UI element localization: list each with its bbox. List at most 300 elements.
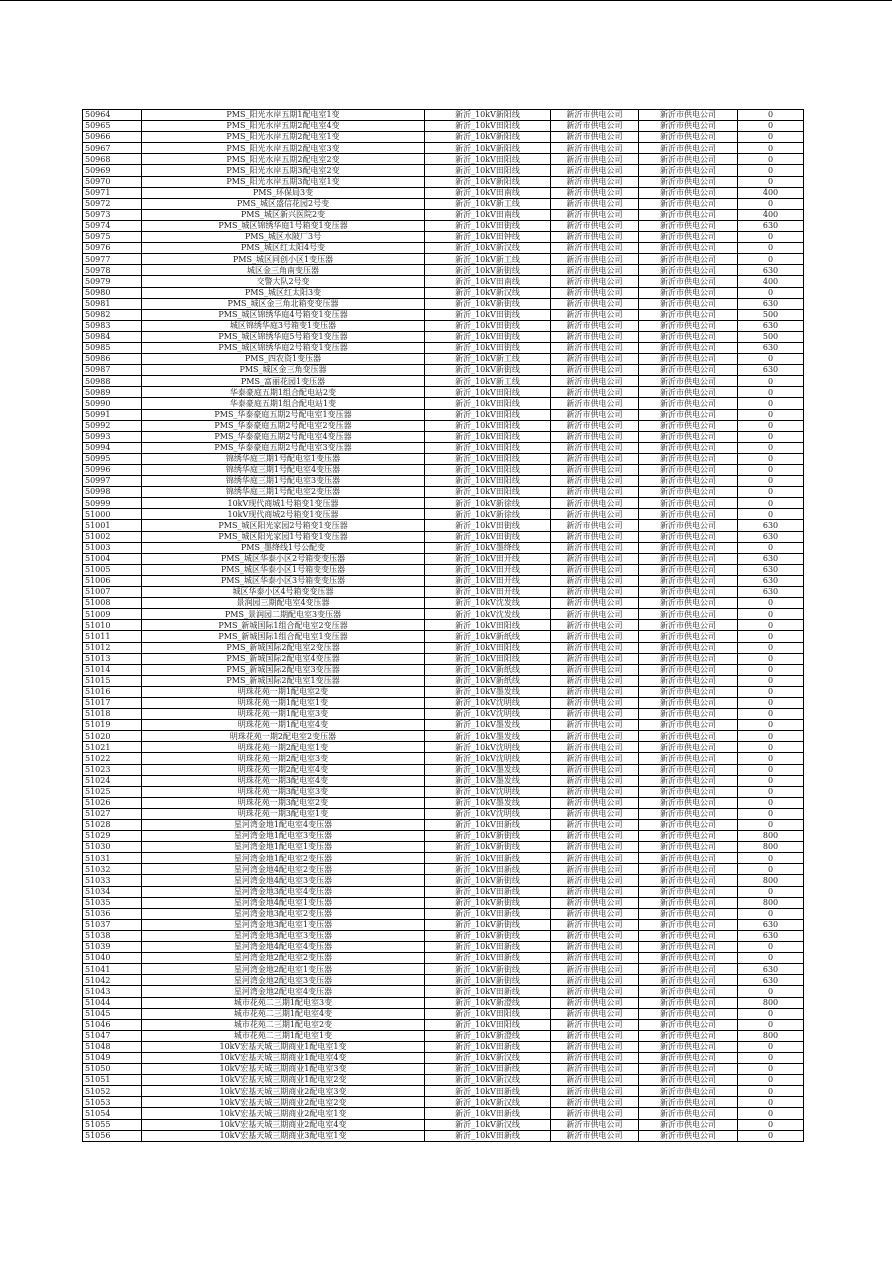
transformer-name-cell: PMS_新城国际1组合配电室2变压器 (142, 620, 425, 631)
capacity-cell: 800 (738, 875, 804, 886)
capacity-cell: 0 (738, 697, 804, 708)
feeder-line-cell: 新沂_10kV田阳线 (425, 453, 551, 464)
capacity-cell: 630 (738, 575, 804, 586)
record-id-cell: 51026 (83, 797, 142, 808)
transformer-name-cell: PMS_阳光水岸五期3配电室1变 (142, 176, 425, 187)
capacity-cell: 0 (738, 908, 804, 919)
supply-company-cell: 新沂市供电公司 (639, 1064, 738, 1075)
supply-company-cell: 新沂市供电公司 (639, 187, 738, 198)
supply-company-cell: 新沂市供电公司 (639, 420, 738, 431)
capacity-cell: 0 (738, 387, 804, 398)
feeder-line-cell: 新沂_10kV田阳线 (425, 409, 551, 420)
table-row (83, 309, 804, 320)
record-id-cell: 50984 (83, 331, 142, 342)
transformer-name-cell: PMS_阳光水岸五期1配电室1变 (142, 110, 425, 121)
feeder-line-cell: 新沂_10kV田新线 (425, 820, 551, 831)
capacity-cell: 630 (738, 298, 804, 309)
capacity-cell: 630 (738, 342, 804, 353)
transformer-name-cell: 10kV宏基天城三期商业2配电室3变 (142, 1086, 425, 1097)
transformer-name-cell: 城市花苑二三期1配电室4变 (142, 1008, 425, 1019)
capacity-cell: 400 (738, 209, 804, 220)
company-cell: 新沂市供电公司 (551, 1030, 639, 1041)
supply-company-cell: 新沂市供电公司 (639, 209, 738, 220)
transformer-table-container (82, 109, 804, 1142)
transformer-name-cell: PMS_城区锦绣华庭2号箱变1变压器 (142, 342, 425, 353)
record-id-cell: 50975 (83, 232, 142, 243)
capacity-cell: 0 (738, 675, 804, 686)
transformer-name-cell: 明珠花苑一期3配电室3变 (142, 786, 425, 797)
table-row (83, 342, 804, 353)
table-row (83, 320, 804, 331)
transformer-name-cell: PMS_华泰豪庭五期2号配电室2变压器 (142, 420, 425, 431)
transformer-name-cell: PMS_城区同创小区1变压器 (142, 254, 425, 265)
capacity-cell: 630 (738, 975, 804, 986)
company-cell: 新沂市供电公司 (551, 1019, 639, 1030)
transformer-name-cell: 锦绣华庭三期1号配电室2变压器 (142, 487, 425, 498)
transformer-name-cell: PMS_阳光水岸五期2配电室1变 (142, 132, 425, 143)
company-cell: 新沂市供电公司 (551, 820, 639, 831)
supply-company-cell: 新沂市供电公司 (639, 609, 738, 620)
table-row (83, 975, 804, 986)
supply-company-cell: 新沂市供电公司 (639, 254, 738, 265)
record-id-cell: 51042 (83, 975, 142, 986)
record-id-cell: 50989 (83, 387, 142, 398)
record-id-cell: 50967 (83, 143, 142, 154)
supply-company-cell: 新沂市供电公司 (639, 897, 738, 908)
capacity-cell: 800 (738, 842, 804, 853)
table-row (83, 753, 804, 764)
table-row (83, 176, 804, 187)
record-id-cell: 50991 (83, 409, 142, 420)
feeder-line-cell: 新沂_10kV新工线 (425, 198, 551, 209)
feeder-line-cell: 新沂_10kV田南线 (425, 276, 551, 287)
transformer-name-cell: 10kV现代商城1号箱变1变压器 (142, 498, 425, 509)
transformer-name-cell: 10kV宏基天城三期商业2配电室4变 (142, 1119, 425, 1130)
capacity-cell: 400 (738, 187, 804, 198)
capacity-cell: 630 (738, 964, 804, 975)
supply-company-cell: 新沂市供电公司 (639, 675, 738, 686)
feeder-line-cell: 新沂_10kV田街线 (425, 220, 551, 231)
table-row (83, 542, 804, 553)
company-cell: 新沂市供电公司 (551, 553, 639, 564)
supply-company-cell: 新沂市供电公司 (639, 575, 738, 586)
transformer-name-cell: 明珠花苑一期1配电室4变 (142, 720, 425, 731)
transformer-name-cell: 明珠花苑一期2配电室1变 (142, 742, 425, 753)
table-row (83, 287, 804, 298)
feeder-line-cell: 新沂_10kV田新线 (425, 1108, 551, 1119)
transformer-name-cell: PMS_富丽花园1变压器 (142, 376, 425, 387)
table-row (83, 709, 804, 720)
feeder-line-cell: 新沂_10kV新汉线 (425, 243, 551, 254)
company-cell: 新沂市供电公司 (551, 1108, 639, 1119)
table-row (83, 764, 804, 775)
record-id-cell: 51053 (83, 1097, 142, 1108)
company-cell: 新沂市供电公司 (551, 154, 639, 165)
table-row (83, 697, 804, 708)
transformer-name-cell: 华泰豪庭五期1组合配电站1变 (142, 398, 425, 409)
company-cell: 新沂市供电公司 (551, 254, 639, 265)
company-cell: 新沂市供电公司 (551, 797, 639, 808)
supply-company-cell: 新沂市供电公司 (639, 154, 738, 165)
table-row (83, 953, 804, 964)
supply-company-cell: 新沂市供电公司 (639, 309, 738, 320)
transformer-name-cell: 华泰豪庭五期1组合配电站2变 (142, 387, 425, 398)
supply-company-cell: 新沂市供电公司 (639, 1086, 738, 1097)
company-cell: 新沂市供电公司 (551, 342, 639, 353)
supply-company-cell: 新沂市供电公司 (639, 331, 738, 342)
transformer-name-cell: PMS_城区红太阳3变 (142, 287, 425, 298)
record-id-cell: 51020 (83, 731, 142, 742)
company-cell: 新沂市供电公司 (551, 886, 639, 897)
feeder-line-cell: 新沂_10kV墨发线 (425, 720, 551, 731)
capacity-cell: 800 (738, 997, 804, 1008)
company-cell: 新沂市供电公司 (551, 942, 639, 953)
transformer-name-cell: 星河湾金地1配电室1变压器 (142, 842, 425, 853)
feeder-line-cell: 新沂_10kV沈发线 (425, 598, 551, 609)
table-row (83, 531, 804, 542)
capacity-cell: 0 (738, 864, 804, 875)
supply-company-cell: 新沂市供电公司 (639, 476, 738, 487)
supply-company-cell: 新沂市供电公司 (639, 564, 738, 575)
feeder-line-cell: 新沂_10kV田新线 (425, 1086, 551, 1097)
table-row (83, 808, 804, 819)
transformer-name-cell: PMS_城区锦绣华庭4号箱变1变压器 (142, 309, 425, 320)
feeder-line-cell: 新沂_10kV田阳线 (425, 487, 551, 498)
feeder-line-cell: 新沂_10kV新街线 (425, 875, 551, 886)
table-row (83, 1052, 804, 1063)
transformer-name-cell: PMS_阳光水岸五期3配电室2变 (142, 165, 425, 176)
company-cell: 新沂市供电公司 (551, 376, 639, 387)
transformer-name-cell: PMS_城区金三角变压器 (142, 365, 425, 376)
capacity-cell: 0 (738, 487, 804, 498)
company-cell: 新沂市供电公司 (551, 897, 639, 908)
supply-company-cell: 新沂市供电公司 (639, 986, 738, 997)
capacity-cell: 0 (738, 686, 804, 697)
company-cell: 新沂市供电公司 (551, 498, 639, 509)
capacity-cell: 0 (738, 232, 804, 243)
table-row (83, 775, 804, 786)
feeder-line-cell: 新沂_10kV新徐线 (425, 498, 551, 509)
capacity-cell: 0 (738, 620, 804, 631)
capacity-cell: 0 (738, 465, 804, 476)
transformer-name-cell: PMS_环保局3变 (142, 187, 425, 198)
capacity-cell: 0 (738, 121, 804, 132)
supply-company-cell: 新沂市供电公司 (639, 276, 738, 287)
supply-company-cell: 新沂市供电公司 (639, 287, 738, 298)
record-id-cell: 51047 (83, 1030, 142, 1041)
capacity-cell: 630 (738, 930, 804, 941)
supply-company-cell: 新沂市供电公司 (639, 1108, 738, 1119)
table-row (83, 243, 804, 254)
record-id-cell: 51046 (83, 1019, 142, 1030)
record-id-cell: 51001 (83, 520, 142, 531)
table-row (83, 675, 804, 686)
feeder-line-cell: 新沂_10kV田阳线 (425, 620, 551, 631)
record-id-cell: 51025 (83, 786, 142, 797)
capacity-cell: 0 (738, 720, 804, 731)
company-cell: 新沂市供电公司 (551, 664, 639, 675)
transformer-name-cell: PMS_华泰豪庭五期2号配电室4变压器 (142, 431, 425, 442)
table-row (83, 465, 804, 476)
feeder-line-cell: 新沂_10kV新街线 (425, 975, 551, 986)
capacity-cell: 0 (738, 1064, 804, 1075)
table-row (83, 354, 804, 365)
supply-company-cell: 新沂市供电公司 (639, 1008, 738, 1019)
feeder-line-cell: 新沂_10kV田街线 (425, 331, 551, 342)
record-id-cell: 51029 (83, 831, 142, 842)
record-id-cell: 50970 (83, 176, 142, 187)
supply-company-cell: 新沂市供电公司 (639, 121, 738, 132)
transformer-name-cell: 星河湾金地3配电室4变压器 (142, 886, 425, 897)
supply-company-cell: 新沂市供电公司 (639, 764, 738, 775)
company-cell: 新沂市供电公司 (551, 232, 639, 243)
table-row (83, 365, 804, 376)
record-id-cell: 50988 (83, 376, 142, 387)
transformer-name-cell: 城区金三角南变压器 (142, 265, 425, 276)
supply-company-cell: 新沂市供电公司 (639, 1052, 738, 1063)
supply-company-cell: 新沂市供电公司 (639, 198, 738, 209)
feeder-line-cell: 新沂_10kV新街线 (425, 298, 551, 309)
company-cell: 新沂市供电公司 (551, 598, 639, 609)
table-row (83, 154, 804, 165)
capacity-cell: 0 (738, 731, 804, 742)
table-row (83, 897, 804, 908)
table-row (83, 587, 804, 598)
record-id-cell: 51021 (83, 742, 142, 753)
supply-company-cell: 新沂市供电公司 (639, 864, 738, 875)
record-id-cell: 50977 (83, 254, 142, 265)
transformer-name-cell: 锦绣华庭三期1号配电室4变压器 (142, 465, 425, 476)
record-id-cell: 50966 (83, 132, 142, 143)
transformer-name-cell: 交警大队2号变 (142, 276, 425, 287)
supply-company-cell: 新沂市供电公司 (639, 320, 738, 331)
record-id-cell: 50996 (83, 465, 142, 476)
supply-company-cell: 新沂市供电公司 (639, 354, 738, 365)
table-row (83, 831, 804, 842)
capacity-cell: 0 (738, 431, 804, 442)
capacity-cell: 0 (738, 820, 804, 831)
capacity-cell: 0 (738, 1130, 804, 1141)
company-cell: 新沂市供电公司 (551, 1130, 639, 1141)
transformer-name-cell: PMS_新城国际2配电室2变压器 (142, 642, 425, 653)
supply-company-cell: 新沂市供电公司 (639, 220, 738, 231)
record-id-cell: 51048 (83, 1041, 142, 1052)
table-row (83, 575, 804, 586)
record-id-cell: 50965 (83, 121, 142, 132)
company-cell: 新沂市供电公司 (551, 675, 639, 686)
transformer-name-cell: 星河湾金地2配电室2变压器 (142, 953, 425, 964)
feeder-line-cell: 新沂_10kV墨绛线 (425, 542, 551, 553)
record-id-cell: 50993 (83, 431, 142, 442)
transformer-name-cell: 明珠花苑一期1配电室3变 (142, 709, 425, 720)
company-cell: 新沂市供电公司 (551, 198, 639, 209)
record-id-cell: 51054 (83, 1108, 142, 1119)
transformer-name-cell: PMS_阳光水岸五期2配电室2变 (142, 154, 425, 165)
record-id-cell: 50998 (83, 487, 142, 498)
record-id-cell: 51012 (83, 642, 142, 653)
supply-company-cell: 新沂市供电公司 (639, 886, 738, 897)
feeder-line-cell: 新沂_10kV田新线 (425, 853, 551, 864)
transformer-name-cell: 锦绣华庭三期1号配电室3变压器 (142, 476, 425, 487)
feeder-line-cell: 新沂_10kV新街线 (425, 831, 551, 842)
table-row (83, 1130, 804, 1141)
feeder-line-cell: 新沂_10kV沈明线 (425, 753, 551, 764)
company-cell: 新沂市供电公司 (551, 431, 639, 442)
record-id-cell: 51035 (83, 897, 142, 908)
feeder-line-cell: 新沂_10kV田新线 (425, 942, 551, 953)
transformer-name-cell: 城市花苑二三期1配电室1变 (142, 1030, 425, 1041)
record-id-cell: 50964 (83, 110, 142, 121)
record-id-cell: 50968 (83, 154, 142, 165)
transformer-name-cell: PMS_城区锦绣华庭5号箱变1变压器 (142, 331, 425, 342)
table-row (83, 198, 804, 209)
feeder-line-cell: 新沂_10kV田新线 (425, 886, 551, 897)
feeder-line-cell: 新沂_10kV墨发线 (425, 797, 551, 808)
supply-company-cell: 新沂市供电公司 (639, 1075, 738, 1086)
feeder-line-cell: 新沂_10kV新汉线 (425, 1052, 551, 1063)
transformer-name-cell: PMS_阳光水岸五期2配电室3变 (142, 143, 425, 154)
company-cell: 新沂市供电公司 (551, 331, 639, 342)
supply-company-cell: 新沂市供电公司 (639, 775, 738, 786)
feeder-line-cell: 新沂_10kV田阳线 (425, 642, 551, 653)
supply-company-cell: 新沂市供电公司 (639, 110, 738, 121)
transformer-name-cell: PMS_城区华泰小区2号箱变变压器 (142, 553, 425, 564)
supply-company-cell: 新沂市供电公司 (639, 232, 738, 243)
table-row (83, 820, 804, 831)
supply-company-cell: 新沂市供电公司 (639, 587, 738, 598)
company-cell: 新沂市供电公司 (551, 243, 639, 254)
feeder-line-cell: 新沂_10kV新街线 (425, 897, 551, 908)
capacity-cell: 0 (738, 254, 804, 265)
table-row (83, 1008, 804, 1019)
transformer-name-cell: 10kV宏基天城三期商业1配电室2变 (142, 1075, 425, 1086)
record-id-cell: 50995 (83, 453, 142, 464)
company-cell: 新沂市供电公司 (551, 831, 639, 842)
transformer-name-cell: 明珠花苑一期1配电室2变 (142, 686, 425, 697)
record-id-cell: 51039 (83, 942, 142, 953)
company-cell: 新沂市供电公司 (551, 908, 639, 919)
supply-company-cell: 新沂市供电公司 (639, 1130, 738, 1141)
capacity-cell: 0 (738, 1086, 804, 1097)
record-id-cell: 51002 (83, 531, 142, 542)
supply-company-cell: 新沂市供电公司 (639, 542, 738, 553)
table-row (83, 786, 804, 797)
company-cell: 新沂市供电公司 (551, 1041, 639, 1052)
transformer-name-cell: 星河湾金地4配电室2变压器 (142, 864, 425, 875)
supply-company-cell: 新沂市供电公司 (639, 409, 738, 420)
transformer-name-cell: 锦绣华庭三期1号配电室1变压器 (142, 453, 425, 464)
supply-company-cell: 新沂市供电公司 (639, 465, 738, 476)
table-row (83, 653, 804, 664)
company-cell: 新沂市供电公司 (551, 631, 639, 642)
capacity-cell: 0 (738, 398, 804, 409)
company-cell: 新沂市供电公司 (551, 398, 639, 409)
supply-company-cell: 新沂市供电公司 (639, 365, 738, 376)
supply-company-cell: 新沂市供电公司 (639, 143, 738, 154)
supply-company-cell: 新沂市供电公司 (639, 953, 738, 964)
supply-company-cell: 新沂市供电公司 (639, 598, 738, 609)
feeder-line-cell: 新沂_10kV新街线 (425, 365, 551, 376)
table-row (83, 143, 804, 154)
feeder-line-cell: 新沂_10kV田阳线 (425, 420, 551, 431)
company-cell: 新沂市供电公司 (551, 1086, 639, 1097)
transformer-name-cell: 星河湾金地3配电室2变压器 (142, 908, 425, 919)
capacity-cell: 0 (738, 287, 804, 298)
transformer-name-cell: 星河湾金地4配电室3变压器 (142, 875, 425, 886)
supply-company-cell: 新沂市供电公司 (639, 520, 738, 531)
company-cell: 新沂市供电公司 (551, 442, 639, 453)
supply-company-cell: 新沂市供电公司 (639, 642, 738, 653)
company-cell: 新沂市供电公司 (551, 365, 639, 376)
feeder-line-cell: 新沂_10kV田阳线 (425, 442, 551, 453)
feeder-line-cell: 新沂_10kV新阳线 (425, 132, 551, 143)
company-cell: 新沂市供电公司 (551, 287, 639, 298)
company-cell: 新沂市供电公司 (551, 1064, 639, 1075)
record-id-cell: 51055 (83, 1119, 142, 1130)
supply-company-cell: 新沂市供电公司 (639, 176, 738, 187)
transformer-table (82, 109, 804, 1142)
table-row (83, 986, 804, 997)
table-row (83, 642, 804, 653)
table-row (83, 420, 804, 431)
transformer-name-cell: PMS_华泰豪庭五期2号配电室3变压器 (142, 442, 425, 453)
company-cell: 新沂市供电公司 (551, 1119, 639, 1130)
record-id-cell: 51010 (83, 620, 142, 631)
feeder-line-cell: 新沂_10kV田街线 (425, 520, 551, 531)
capacity-cell: 630 (738, 531, 804, 542)
transformer-name-cell: PMS_城区金三角北箱变变压器 (142, 298, 425, 309)
feeder-line-cell: 新沂_10kV新工线 (425, 354, 551, 365)
feeder-line-cell: 新沂_10kV田新线 (425, 986, 551, 997)
company-cell: 新沂市供电公司 (551, 853, 639, 864)
feeder-line-cell: 新沂_10kV田新线 (425, 1041, 551, 1052)
feeder-line-cell: 新沂_10kV田阳线 (425, 1008, 551, 1019)
record-id-cell: 50969 (83, 165, 142, 176)
supply-company-cell: 新沂市供电公司 (639, 342, 738, 353)
capacity-cell: 0 (738, 808, 804, 819)
company-cell: 新沂市供电公司 (551, 420, 639, 431)
transformer-name-cell: 10kV宏基天城三期商业2配电室2变 (142, 1097, 425, 1108)
supply-company-cell: 新沂市供电公司 (639, 298, 738, 309)
feeder-line-cell: 新沂_10kV新徐线 (425, 509, 551, 520)
feeder-line-cell: 新沂_10kV田新线 (425, 908, 551, 919)
company-cell: 新沂市供电公司 (551, 465, 639, 476)
company-cell: 新沂市供电公司 (551, 975, 639, 986)
table-row (83, 919, 804, 930)
supply-company-cell: 新沂市供电公司 (639, 808, 738, 819)
supply-company-cell: 新沂市供电公司 (639, 731, 738, 742)
capacity-cell: 0 (738, 853, 804, 864)
capacity-cell: 0 (738, 953, 804, 964)
record-id-cell: 51019 (83, 720, 142, 731)
capacity-cell: 630 (738, 520, 804, 531)
record-id-cell: 51045 (83, 1008, 142, 1019)
capacity-cell: 0 (738, 176, 804, 187)
capacity-cell: 0 (738, 165, 804, 176)
supply-company-cell: 新沂市供电公司 (639, 831, 738, 842)
table-row (83, 886, 804, 897)
feeder-line-cell: 新沂_10kV新街线 (425, 930, 551, 941)
feeder-line-cell: 新沂_10kV墨发线 (425, 764, 551, 775)
transformer-name-cell: 明珠花苑一期2配电室2变压器 (142, 731, 425, 742)
capacity-cell: 0 (738, 753, 804, 764)
supply-company-cell: 新沂市供电公司 (639, 820, 738, 831)
capacity-cell: 0 (738, 709, 804, 720)
company-cell: 新沂市供电公司 (551, 842, 639, 853)
feeder-line-cell: 新沂_10kV沈明线 (425, 786, 551, 797)
transformer-name-cell: 明珠花苑一期3配电室4变 (142, 775, 425, 786)
table-row (83, 1041, 804, 1052)
